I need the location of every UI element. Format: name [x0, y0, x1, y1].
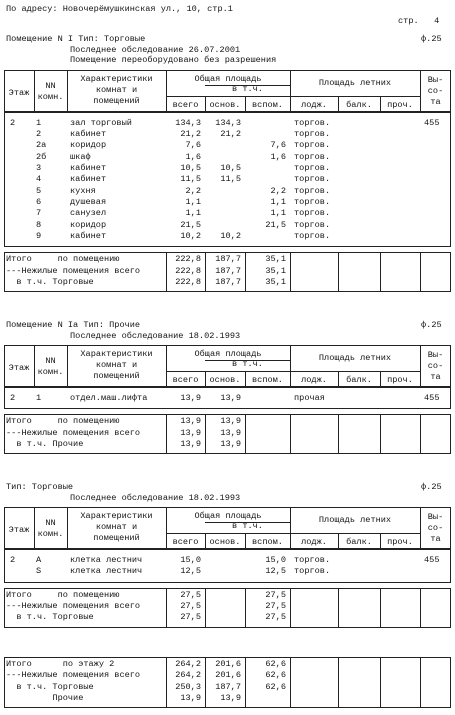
last-survey-date: Последнее обследование 18.02.1993 — [70, 492, 241, 503]
total-area-value: 27,5 — [180, 589, 201, 600]
room-purpose-cell: торгов. — [294, 219, 331, 230]
area-total-cell: 1,6 — [185, 151, 201, 162]
col-total-header: всего — [172, 537, 199, 547]
col-incl-header: в т.ч. — [232, 521, 263, 531]
col-loggia-header: лодж. — [301, 537, 327, 547]
total-area-value: 222,8 — [175, 277, 201, 288]
room-number-cell: 2а — [36, 140, 47, 151]
room-purpose-cell: торгов. — [294, 185, 331, 196]
totals-divider — [205, 657, 206, 708]
room-description-cell: отдел.маш.лифта — [70, 393, 148, 403]
room-description-cell: кабинет — [70, 128, 107, 139]
total-area-value: 264,2 — [175, 659, 201, 669]
area-main-cell: 10,5 — [220, 162, 241, 173]
col-total-area-header: Общая площадь — [194, 511, 262, 521]
last-survey-date: Последнее обследование 18.02.1993 — [70, 330, 241, 341]
floor-cell: 2 — [10, 555, 16, 565]
totals-divider — [420, 657, 421, 708]
floor-cell: 2 — [10, 117, 16, 128]
col-floor-header: Этаж — [8, 363, 30, 373]
total-area-value: 222,8 — [175, 265, 201, 276]
totals-divider — [380, 588, 381, 628]
total-area-value: 27,5 — [180, 612, 201, 623]
col-desc-header: помещений — [93, 371, 140, 381]
area-total-cell: 134,3 — [175, 117, 201, 128]
totals-divider — [420, 252, 421, 292]
totals-divider — [205, 588, 206, 628]
col-balcony-header: балк. — [346, 537, 372, 547]
col-incl-header: в т.ч. — [232, 83, 263, 94]
total-main-value: 187,7 — [215, 254, 241, 265]
totals-divider — [420, 588, 421, 628]
col-height-header: та — [430, 372, 441, 382]
col-height-header: та — [430, 96, 441, 107]
total-aux-value: 27,5 — [265, 601, 286, 612]
totals-divider — [245, 414, 246, 454]
total-main-value: 13,9 — [220, 439, 241, 450]
area-total-cell: 15,0 — [180, 555, 201, 565]
section-title: Помещение N I Тип: Торговые — [6, 34, 146, 44]
total-area-value: 264,2 — [175, 670, 201, 681]
col-floor-header: Этаж — [8, 87, 30, 98]
total-main-value: 13,9 — [220, 693, 241, 704]
total-aux-value: 27,5 — [265, 589, 286, 600]
col-height-header: со- — [427, 85, 444, 96]
total-aux-value: 35,1 — [265, 265, 286, 276]
total-label: ---Нежилые помещения всего — [6, 670, 141, 681]
area-total-cell: 11,5 — [180, 174, 201, 185]
area-main-cell: 21,2 — [220, 128, 241, 139]
summer-subheader-rule — [290, 371, 420, 372]
col-balcony-header: балк. — [346, 375, 372, 385]
total-area-value: 250,3 — [175, 681, 201, 692]
col-room-no-header: NN — [45, 356, 56, 366]
total-main-value: 187,7 — [215, 265, 241, 276]
total-aux-value: 35,1 — [265, 254, 286, 265]
totals-divider — [245, 588, 246, 628]
totals-divider — [290, 252, 291, 292]
area-total-cell: 12,5 — [180, 566, 201, 577]
col-aux-header: вспом. — [252, 537, 283, 547]
room-purpose-cell: торгов. — [294, 566, 331, 577]
room-purpose-cell: торгов. — [294, 162, 331, 173]
room-purpose-cell: торгов. — [294, 196, 331, 207]
area-subheader-rule — [166, 533, 290, 534]
col-incl-header: в т.ч. — [232, 359, 263, 369]
col-desc-header: Характеристики — [80, 73, 153, 84]
table-body — [4, 549, 451, 583]
total-area-value: 13,9 — [180, 416, 201, 427]
room-purpose-cell: торгов. — [294, 231, 331, 241]
area-main-cell: 13,9 — [220, 393, 241, 403]
col-room-no-header: NN — [45, 80, 56, 91]
area-aux-cell: 1,1 — [270, 196, 286, 207]
area-aux-cell: 21,5 — [265, 219, 286, 230]
room-purpose-cell: торгов. — [294, 140, 331, 151]
area-total-cell: 1,1 — [185, 196, 201, 207]
form-number: ф.25 — [421, 320, 442, 330]
col-desc-header: комнат и — [95, 84, 138, 95]
area-aux-cell: 1,1 — [270, 208, 286, 219]
room-purpose-cell: торгов. — [294, 151, 331, 162]
total-label: ---Нежилые помещения всего — [6, 265, 141, 276]
area-aux-cell: 1,6 — [270, 151, 286, 162]
totals-divider — [380, 414, 381, 454]
header-divider — [34, 507, 35, 549]
area-subheader-rule — [166, 96, 290, 97]
col-desc-header: комнат и — [95, 522, 138, 532]
height-cell: 455 — [424, 117, 440, 128]
total-area-value: 27,5 — [180, 601, 201, 612]
col-total-area-header: Общая площадь — [194, 73, 262, 84]
col-height-header: та — [430, 534, 441, 544]
col-other-header: проч. — [387, 537, 413, 547]
totals-divider — [205, 414, 206, 454]
total-main-value: 201,6 — [215, 659, 241, 669]
room-number-cell: 6 — [36, 196, 42, 207]
col-other-header: проч. — [387, 375, 413, 385]
col-desc-header: Характеристики — [80, 511, 153, 521]
header-divider — [34, 70, 35, 112]
totals-divider — [290, 588, 291, 628]
total-main-value: 187,7 — [215, 681, 241, 692]
totals-divider — [205, 252, 206, 292]
col-aux-header: вспом. — [252, 99, 283, 110]
area-total-cell: 1,1 — [185, 208, 201, 219]
totals-divider — [338, 657, 339, 708]
col-summer-area-header: Площадь летних — [318, 77, 392, 88]
room-number-cell: 2б — [36, 151, 47, 162]
col-height-header: Вы- — [427, 512, 444, 522]
area-total-cell: 21,5 — [180, 219, 201, 230]
total-label: в т.ч. Торговые — [6, 612, 94, 623]
area-aux-cell: 15,0 — [265, 555, 286, 565]
room-purpose-cell: торгов. — [294, 117, 331, 128]
last-survey-date: Последнее обследование 26.07.2001 — [70, 44, 241, 55]
totals-divider — [338, 414, 339, 454]
section-title: Помещение N Ia Тип: Прочие — [6, 320, 141, 330]
room-number-cell: 3 — [36, 162, 42, 173]
room-number-cell: 7 — [36, 208, 42, 219]
room-description-cell: кабинет — [70, 174, 107, 185]
area-total-cell: 7,6 — [185, 140, 201, 151]
room-purpose-cell: торгов. — [294, 208, 331, 219]
summer-subheader-rule — [290, 96, 420, 97]
area-total-cell: 13,9 — [180, 393, 201, 403]
area-main-cell: 10,2 — [220, 231, 241, 241]
height-cell: 455 — [424, 393, 440, 403]
form-number: ф.25 — [421, 482, 442, 492]
totals-divider — [290, 414, 291, 454]
area-aux-cell: 7,6 — [270, 140, 286, 151]
col-desc-header: помещений — [93, 533, 140, 543]
room-number-cell: 8 — [36, 219, 42, 230]
col-main-header: основ. — [209, 99, 241, 110]
section-note: Помещение переоборудовано без разрешения — [70, 55, 277, 65]
page-number: стр. 4 — [398, 16, 440, 26]
table-body — [4, 387, 451, 409]
col-room-no-header: NN — [45, 518, 56, 528]
col-loggia-header: лодж. — [301, 99, 327, 110]
totals-divider — [380, 252, 381, 292]
form-number: ф.25 — [421, 34, 442, 44]
col-loggia-header: лодж. — [301, 375, 327, 385]
height-cell: 455 — [424, 555, 440, 565]
summer-subheader-rule — [290, 533, 420, 534]
room-description-cell: коридор — [70, 219, 107, 230]
total-label: в т.ч. Торговые — [6, 277, 94, 288]
total-area-value: 222,8 — [175, 254, 201, 265]
room-number-cell: 1 — [36, 393, 42, 403]
total-main-value: 13,9 — [220, 416, 241, 427]
room-purpose-cell: торгов. — [294, 555, 331, 565]
total-aux-value: 35,1 — [265, 277, 286, 288]
room-description-cell: клетка лестнич — [70, 555, 143, 565]
area-main-cell: 134,3 — [215, 117, 241, 128]
col-main-header: основ. — [209, 537, 241, 547]
area-aux-cell: 2,2 — [270, 185, 286, 196]
total-aux-value: 27,5 — [265, 612, 286, 623]
total-main-value: 187,7 — [215, 277, 241, 288]
total-label: Итого по помещению — [6, 254, 120, 265]
col-total-header: всего — [172, 375, 199, 385]
room-description-cell: шкаф — [70, 151, 91, 162]
total-area-value: 13,9 — [180, 427, 201, 438]
total-aux-value: 62,6 — [265, 670, 286, 681]
col-desc-header: Характеристики — [80, 349, 153, 359]
total-main-value: 13,9 — [220, 427, 241, 438]
room-description-cell: кабинет — [70, 231, 107, 241]
col-other-header: проч. — [387, 99, 413, 110]
total-label: в т.ч. Прочие — [6, 439, 84, 450]
col-room-no-header: комн. — [37, 367, 64, 377]
room-purpose-cell: прочая — [294, 393, 325, 403]
totals-divider — [338, 252, 339, 292]
col-summer-area-header: Площадь летних — [318, 353, 392, 363]
col-total-header: всего — [172, 99, 199, 110]
area-main-cell: 11,5 — [220, 174, 241, 185]
room-description-cell: коридор — [70, 140, 107, 151]
address-line: По адресу: Новочерёмушкинская ул., 10, стр.1 — [6, 4, 233, 14]
room-description-cell: кухня — [70, 185, 96, 196]
col-aux-header: вспом. — [252, 375, 283, 385]
area-total-cell: 21,2 — [180, 128, 201, 139]
total-aux-value: 62,6 — [265, 681, 286, 692]
totals-divider — [245, 252, 246, 292]
room-number-cell: 1 — [36, 117, 42, 128]
col-balcony-header: балк. — [346, 99, 372, 110]
col-desc-header: комнат и — [95, 360, 138, 370]
col-height-header: Вы- — [427, 350, 444, 360]
room-description-cell: душевая — [70, 196, 107, 207]
col-room-no-header: комн. — [37, 91, 64, 102]
total-label: Итого по помещению — [6, 589, 120, 600]
total-area-value: 13,9 — [180, 693, 201, 704]
total-label: Прочие — [6, 693, 84, 704]
area-subheader-rule — [166, 371, 290, 372]
total-label: Итого по этажу 2 — [6, 659, 115, 669]
floor-cell: 2 — [10, 393, 16, 403]
total-aux-value: 62,6 — [265, 659, 286, 669]
room-purpose-cell: торгов. — [294, 128, 331, 139]
total-label: ---Нежилые помещения всего — [6, 601, 141, 612]
col-summer-area-header: Площадь летних — [318, 515, 392, 525]
totals-divider — [420, 414, 421, 454]
table-body — [4, 112, 451, 248]
total-label: в т.ч. Торговые — [6, 681, 94, 692]
room-number-cell: А — [36, 555, 42, 565]
header-divider — [34, 345, 35, 387]
room-purpose-cell: торгов. — [294, 174, 331, 185]
room-description-cell: клетка лестнич — [70, 566, 143, 577]
totals-divider — [290, 657, 291, 708]
col-height-header: Вы- — [427, 74, 444, 85]
col-height-header: со- — [427, 361, 444, 371]
total-label: ---Нежилые помещения всего — [6, 427, 141, 438]
total-main-value: 201,6 — [215, 670, 241, 681]
total-label: Итого по помещению — [6, 416, 120, 427]
totals-divider — [245, 657, 246, 708]
room-description-cell: кабинет — [70, 162, 107, 173]
col-main-header: основ. — [209, 375, 241, 385]
col-height-header: со- — [427, 523, 444, 533]
room-number-cell: S — [36, 566, 42, 577]
room-number-cell: 5 — [36, 185, 42, 196]
room-description-cell: санузел — [70, 208, 107, 219]
area-total-cell: 10,2 — [180, 231, 201, 241]
col-total-area-header: Общая площадь — [194, 349, 262, 359]
totals-divider — [380, 657, 381, 708]
col-floor-header: Этаж — [8, 525, 30, 535]
room-number-cell: 4 — [36, 174, 42, 185]
area-total-cell: 2,2 — [185, 185, 201, 196]
area-aux-cell: 12,5 — [265, 566, 286, 577]
area-total-cell: 10,5 — [180, 162, 201, 173]
total-area-value: 13,9 — [180, 439, 201, 450]
totals-divider — [338, 588, 339, 628]
section-title: Тип: Торговые — [6, 482, 74, 492]
col-desc-header: помещений — [93, 95, 140, 106]
room-description-cell: зал торговый — [70, 117, 132, 128]
room-number-cell: 9 — [36, 231, 42, 241]
col-room-no-header: комн. — [37, 529, 64, 539]
room-number-cell: 2 — [36, 128, 42, 139]
